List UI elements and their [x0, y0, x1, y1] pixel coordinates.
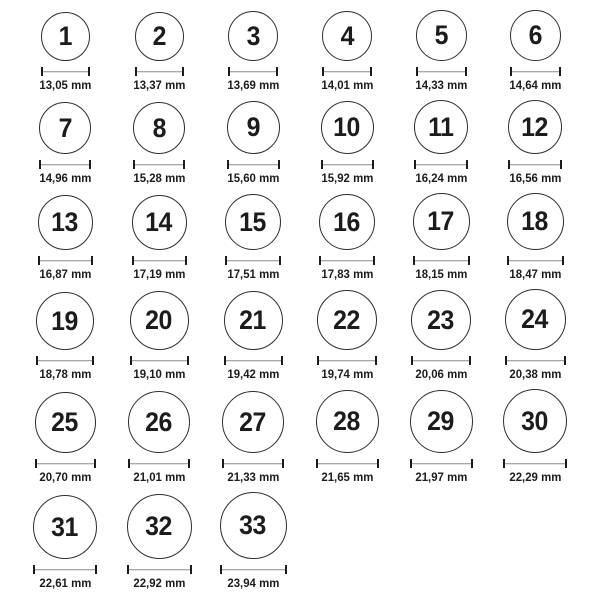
diameter-measure-line [133, 160, 185, 169]
ring-size-item [300, 11, 394, 93]
diameter-measure-line [410, 459, 473, 468]
size-circle [33, 495, 97, 559]
diameter-label: 14,01 mm [321, 78, 373, 92]
size-circle [413, 193, 470, 250]
size-circle [35, 392, 96, 453]
diameter-label: 21,65 mm [321, 470, 373, 484]
size-number: 16 [333, 206, 361, 237]
diameter-measure-line [222, 459, 284, 468]
ring-size-item [112, 12, 206, 93]
diameter-label: 21,33 mm [227, 470, 279, 484]
ring-size-item [300, 290, 394, 382]
size-number: 4 [340, 20, 354, 51]
size-circle [410, 390, 473, 453]
size-number: 13 [51, 207, 79, 237]
size-circle [127, 494, 192, 559]
size-number: 15 [239, 206, 267, 237]
diameter-measure-line [41, 67, 90, 76]
ring-size-row [18, 389, 582, 485]
size-number: 22 [333, 304, 361, 335]
size-circle [36, 292, 94, 350]
size-number: 1 [58, 21, 72, 51]
diameter-label: 13,37 mm [133, 78, 185, 92]
diameter-label: 16,24 mm [415, 171, 467, 185]
diameter-label: 19,74 mm [321, 367, 373, 381]
size-circle [507, 193, 564, 250]
ring-size-item [394, 290, 488, 382]
size-number: 5 [434, 20, 448, 50]
size-number: 10 [333, 112, 361, 142]
diameter-measure-line [321, 160, 374, 169]
size-number: 28 [333, 406, 361, 436]
diameter-measure-line [128, 459, 190, 468]
diameter-measure-line [39, 160, 91, 169]
ring-size-item [206, 492, 300, 591]
diameter-measure-line [317, 356, 377, 365]
diameter-label: 17,83 mm [321, 267, 373, 281]
ring-size-item [488, 289, 582, 382]
size-number: 30 [521, 405, 549, 436]
ring-size-item [206, 101, 300, 186]
diameter-measure-line [33, 565, 97, 574]
diameter-measure-line [503, 459, 567, 468]
size-circle [228, 11, 278, 61]
diameter-label: 15,60 mm [227, 171, 279, 185]
diameter-label: 20,06 mm [415, 367, 467, 381]
diameter-label: 15,28 mm [133, 171, 185, 185]
size-number: 26 [145, 406, 173, 437]
ring-size-item [300, 194, 394, 282]
diameter-measure-line [228, 67, 278, 76]
size-number: 27 [239, 406, 267, 437]
diameter-label: 16,56 mm [509, 171, 561, 185]
diameter-measure-line [135, 67, 184, 76]
size-circle [128, 391, 190, 453]
size-circle [503, 389, 567, 453]
size-number: 31 [51, 511, 79, 542]
size-number: 14 [145, 207, 173, 237]
ring-size-item [112, 291, 206, 382]
size-circle [135, 12, 184, 61]
diameter-measure-line [319, 256, 375, 265]
size-circle [41, 12, 90, 61]
size-number: 23 [427, 304, 455, 335]
size-circle [224, 291, 283, 350]
size-circle [508, 100, 562, 154]
size-circle [227, 101, 280, 154]
size-circle [319, 194, 375, 250]
ring-size-item [394, 193, 488, 282]
diameter-measure-line [38, 256, 93, 265]
size-circle [225, 194, 281, 250]
diameter-measure-line [508, 160, 562, 169]
size-circle [130, 291, 189, 350]
size-circle [322, 11, 372, 61]
diameter-measure-line [414, 160, 468, 169]
size-number: 24 [521, 304, 549, 334]
ring-size-row [18, 100, 582, 186]
size-number: 12 [521, 111, 549, 142]
size-circle [321, 101, 374, 154]
size-circle [411, 290, 471, 350]
size-circle [133, 102, 185, 154]
ring-size-row [18, 289, 582, 382]
ring-size-item [206, 194, 300, 282]
diameter-measure-line [224, 356, 283, 365]
diameter-label: 13,69 mm [227, 78, 279, 92]
diameter-label: 14,33 mm [415, 78, 467, 92]
diameter-label: 23,94 mm [227, 576, 279, 590]
ring-size-item [112, 391, 206, 485]
diameter-label: 17,51 mm [227, 267, 279, 281]
diameter-label: 13,05 mm [39, 78, 91, 92]
size-number: 19 [51, 305, 79, 336]
size-number: 2 [152, 21, 166, 51]
diameter-label: 18,78 mm [39, 367, 91, 381]
size-circle [317, 290, 377, 350]
size-circle [316, 390, 379, 453]
size-number: 8 [152, 112, 166, 143]
ring-size-item [206, 291, 300, 382]
diameter-measure-line [220, 565, 287, 574]
ring-size-item [488, 10, 582, 93]
size-number: 29 [427, 406, 455, 436]
diameter-label: 18,15 mm [415, 267, 467, 281]
size-number: 11 [428, 111, 454, 142]
size-circle [505, 289, 566, 350]
diameter-measure-line [411, 356, 471, 365]
diameter-measure-line [507, 256, 564, 265]
size-circle [222, 391, 284, 453]
size-number: 6 [528, 20, 542, 50]
diameter-measure-line [127, 565, 192, 574]
ring-size-item [18, 102, 112, 186]
ring-size-item [112, 195, 206, 282]
size-circle [414, 100, 468, 154]
size-number: 32 [145, 511, 173, 541]
ring-size-item [488, 100, 582, 186]
ring-size-item [206, 11, 300, 93]
size-number: 21 [239, 305, 267, 335]
size-circle [38, 195, 93, 250]
diameter-measure-line [130, 356, 189, 365]
ring-size-item [394, 390, 488, 485]
diameter-label: 18,47 mm [509, 267, 561, 281]
diameter-measure-line [227, 160, 280, 169]
diameter-measure-line [36, 356, 94, 365]
diameter-label: 19,10 mm [133, 367, 185, 381]
ring-size-item [18, 12, 112, 93]
ring-size-item [488, 193, 582, 282]
ring-size-row [18, 193, 582, 282]
ring-size-item [18, 195, 112, 282]
ring-size-item [300, 390, 394, 485]
ring-size-row [18, 492, 582, 591]
diameter-label: 19,42 mm [227, 367, 279, 381]
ring-size-item [18, 292, 112, 382]
diameter-measure-line [322, 67, 372, 76]
size-number: 7 [58, 112, 72, 143]
ring-size-item [394, 10, 488, 93]
ring-size-item [488, 389, 582, 485]
diameter-label: 14,64 mm [509, 78, 561, 92]
size-circle [132, 195, 187, 250]
diameter-measure-line [505, 356, 566, 365]
size-number: 18 [521, 206, 549, 236]
diameter-label: 17,19 mm [133, 267, 185, 281]
diameter-label: 14,96 mm [39, 171, 91, 185]
diameter-measure-line [132, 256, 187, 265]
size-number: 20 [145, 305, 173, 335]
diameter-label: 20,38 mm [509, 367, 561, 381]
diameter-measure-line [416, 67, 467, 76]
diameter-label: 15,92 mm [321, 171, 373, 185]
ring-size-item [394, 100, 488, 186]
size-circle [39, 102, 91, 154]
diameter-label: 21,97 mm [415, 470, 467, 484]
diameter-measure-line [35, 459, 96, 468]
diameter-label: 16,87 mm [39, 267, 91, 281]
size-number: 17 [427, 206, 455, 236]
diameter-label: 21,01 mm [133, 470, 185, 484]
diameter-label: 22,61 mm [39, 576, 91, 590]
ring-size-item [18, 495, 112, 591]
ring-size-item [300, 101, 394, 186]
diameter-measure-line [413, 256, 470, 265]
size-number: 9 [246, 112, 260, 142]
ring-size-item [18, 392, 112, 485]
ring-size-item [112, 494, 206, 591]
ring-size-item [112, 102, 206, 186]
diameter-measure-line [316, 459, 379, 468]
size-number: 25 [51, 407, 79, 437]
ring-size-item [206, 391, 300, 485]
size-circle [220, 492, 287, 559]
diameter-label: 22,29 mm [509, 470, 561, 484]
diameter-measure-line [510, 67, 561, 76]
size-circle [416, 10, 467, 61]
size-number: 3 [246, 20, 260, 51]
size-number: 33 [239, 510, 267, 540]
diameter-measure-line [225, 256, 281, 265]
size-circle [510, 10, 561, 61]
diameter-label: 20,70 mm [39, 470, 91, 484]
ring-size-row [18, 10, 582, 93]
diameter-label: 22,92 mm [133, 576, 185, 590]
